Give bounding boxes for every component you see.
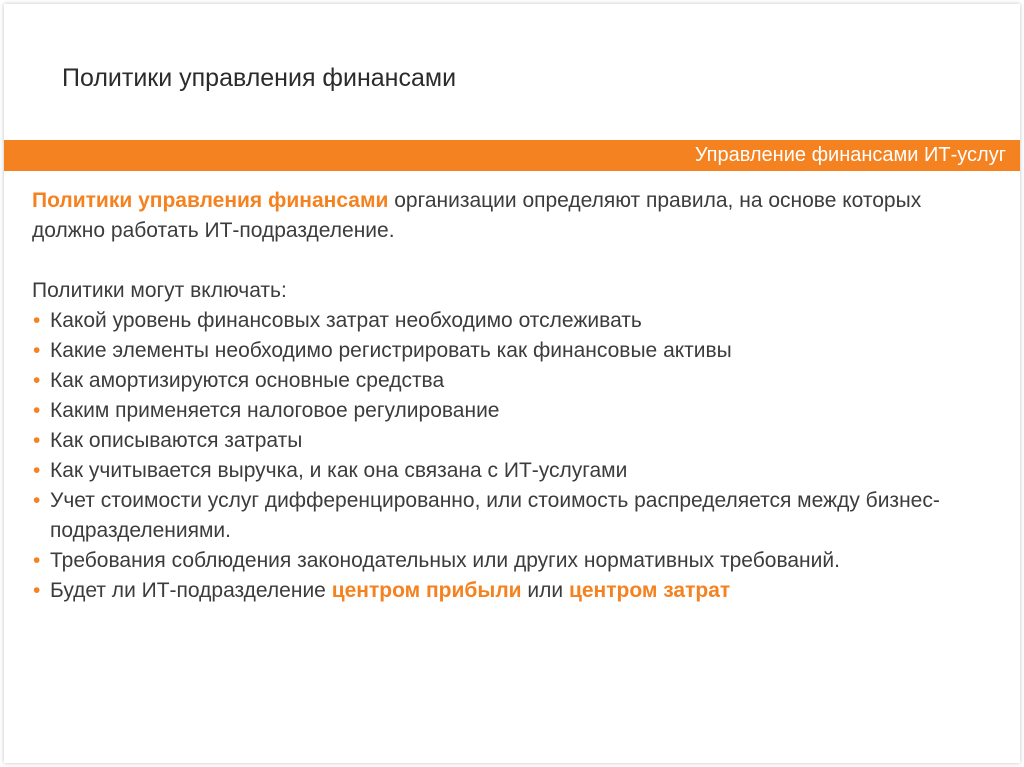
intro-text: организации определяют правила, на основе которых должно работать ИТ-подразделение. bbox=[32, 189, 922, 242]
intro-paragraph bbox=[32, 186, 992, 246]
bullet-icon: • bbox=[33, 489, 41, 512]
list-item bbox=[32, 546, 992, 576]
list-item-text: Какие элементы необходимо регистрировать как финансовые активы bbox=[50, 339, 732, 362]
bullet-icon: • bbox=[33, 309, 41, 332]
spacer bbox=[32, 246, 992, 276]
bullet-icon: • bbox=[33, 459, 41, 482]
list-item bbox=[32, 486, 992, 546]
policy-list bbox=[32, 306, 992, 606]
bullet-icon: • bbox=[33, 429, 41, 452]
list-item-text: Как амортизируются основные средства bbox=[50, 369, 445, 392]
banner-text: Управление финансами ИТ-услуг bbox=[694, 144, 1006, 166]
bullet-icon: • bbox=[33, 579, 41, 602]
list-item-text: Каким применяется налоговое регулирование bbox=[50, 399, 500, 422]
list-item-text: Как описываются затраты bbox=[50, 429, 303, 452]
list-item bbox=[32, 336, 992, 366]
list-item-text: Требования соблюдения законодательных или других нормативных требований. bbox=[50, 549, 840, 572]
bullet-icon: • bbox=[33, 369, 41, 392]
section-banner bbox=[4, 140, 1020, 171]
slide bbox=[4, 4, 1020, 763]
slide-content bbox=[32, 186, 992, 606]
list-item bbox=[32, 426, 992, 456]
list-item bbox=[32, 576, 992, 606]
slide-title: Политики управления финансами bbox=[62, 64, 457, 92]
bullet-icon: • bbox=[33, 339, 41, 362]
list-item-text: Какой уровень финансовых затрат необходимо отслеживать bbox=[50, 309, 642, 332]
intro-highlight: Политики управления финансами bbox=[32, 189, 389, 212]
list-item bbox=[32, 306, 992, 336]
list-item-text: Как учитывается выручка, и как она связана с ИТ-услугами bbox=[50, 459, 628, 482]
list-item bbox=[32, 366, 992, 396]
cost-center-highlight: центром затрат bbox=[568, 579, 731, 602]
profit-center-highlight: центром прибыли bbox=[331, 579, 522, 602]
list-item-text: Будет ли ИТ-подразделение bbox=[50, 579, 332, 602]
list-item-text: Учет стоимости услуг дифференцированно, или стоимость распределяется между бизнес-подразделениями. bbox=[50, 489, 940, 542]
list-heading: Политики могут включать: bbox=[32, 279, 287, 302]
list-item bbox=[32, 396, 992, 426]
list-item bbox=[32, 456, 992, 486]
bullet-icon: • bbox=[33, 399, 41, 422]
list-item-text: или bbox=[521, 579, 569, 602]
bullet-icon: • bbox=[33, 549, 41, 572]
